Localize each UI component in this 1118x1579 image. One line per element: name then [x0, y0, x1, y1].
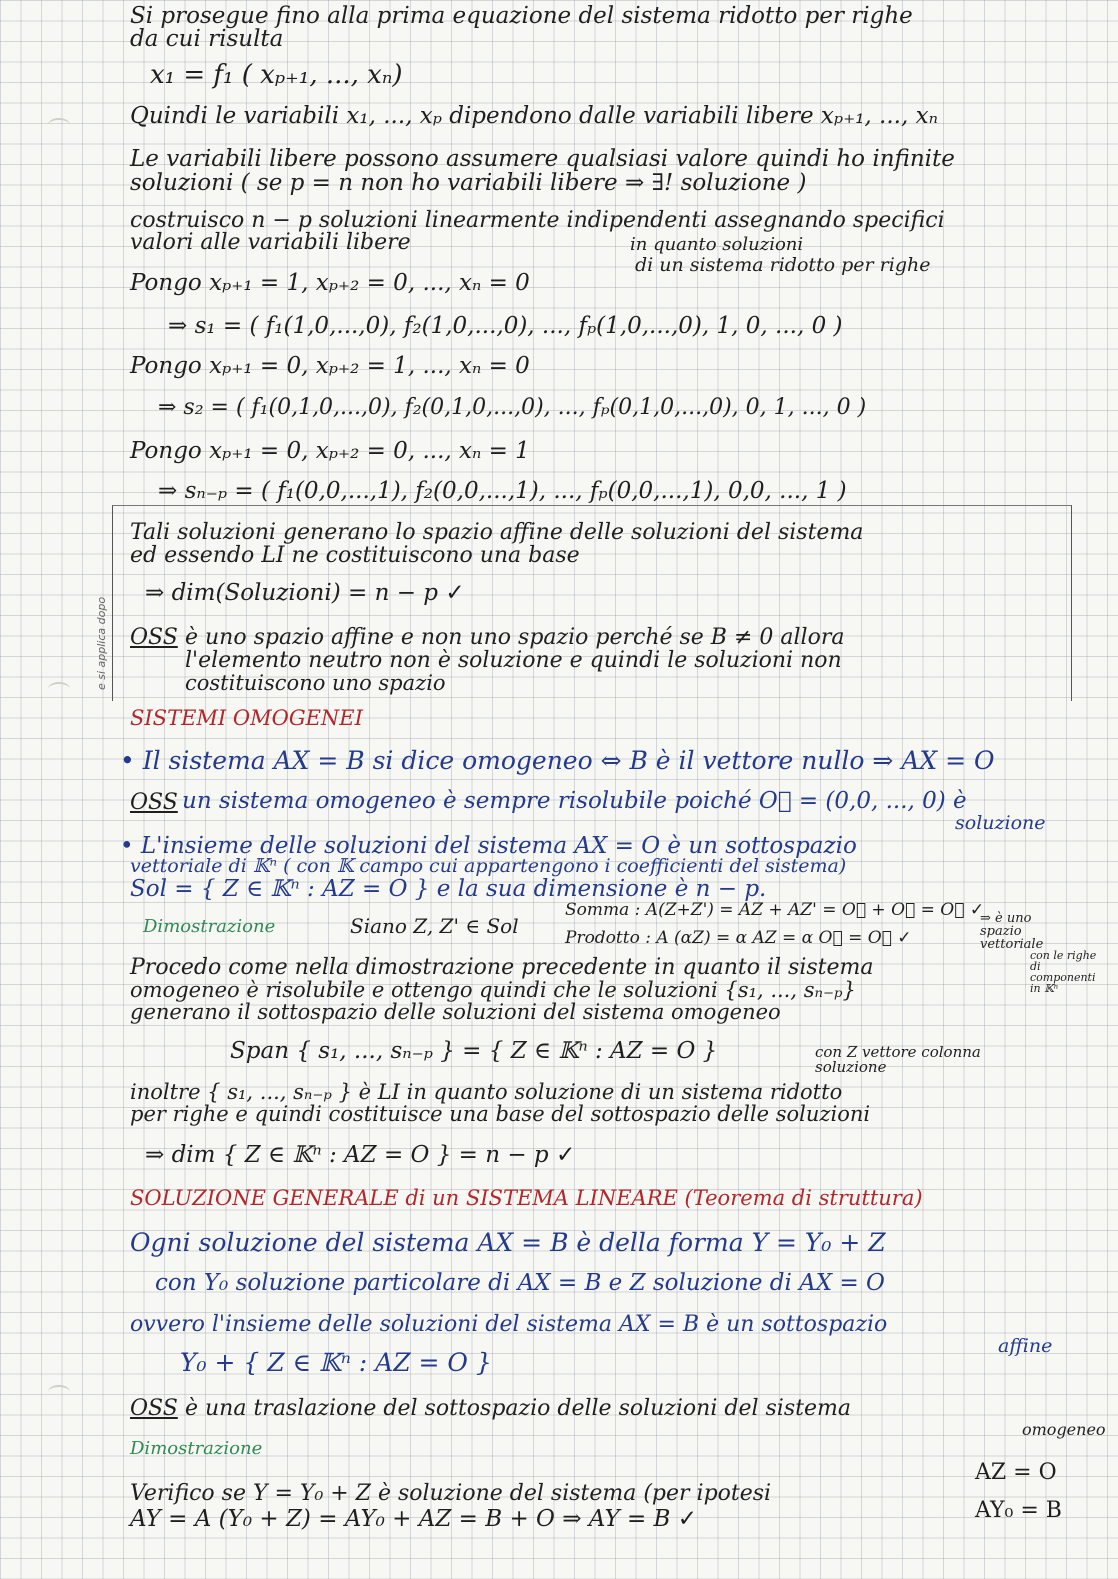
text-line: ed essendo LI ne costituiscono una base — [130, 543, 580, 568]
formula-line: ⇒ s₁ = ( f₁(1,0,...,0), f₂(1,0,...,0), ..., fₚ(1,0,...,0), 1, 0, ..., 0 ) — [168, 313, 843, 339]
formula-line: Somma : A(Z+Z') = AZ + AZ' = O⃗ + O⃗ = O⃗ ✓ — [565, 900, 985, 920]
text-line: Tali soluzioni generano lo spazio affine delle soluzioni del sistema — [130, 520, 864, 545]
annotation-line: con le righe di componenti in 𝕂ⁿ — [1030, 949, 1097, 995]
formula-line: ⇒ dim(Soluzioni) = n − p ✓ — [145, 580, 465, 606]
text-line: per righe e quindi costituisce una base del sottospazio delle soluzioni — [130, 1102, 871, 1126]
section-heading: SISTEMI OMOGENEI — [130, 706, 363, 730]
text-line: omogeneo è risolubile e ottengo quindi che le soluzioni {s₁, ..., sₙ₋ₚ} — [130, 978, 856, 1002]
formula-line: Prodotto : A (αZ) = α AZ = α O⃗ = O⃗ ✓ — [565, 928, 912, 948]
formula-line: ⇒ s₂ = ( f₁(0,1,0,...,0), f₂(0,1,0,...,0), ..., fₚ(0,1,0,...,0), 0, 1, ..., 0 ) — [158, 395, 867, 420]
text-line: ovvero l'insieme delle soluzioni del sistema AX = B è un sottospazio — [130, 1312, 888, 1337]
annotation-line: in quanto soluzioni — [630, 234, 804, 255]
side-margin-note: e si applica dopo — [95, 596, 108, 690]
annotation-line: di un sistema ridotto per righe — [635, 254, 931, 276]
formula-line: AY = A (Y₀ + Z) = AY₀ + AZ = B + O ⇒ AY = B ✓ — [130, 1506, 698, 1532]
text-line: vettoriale di 𝕂ⁿ ( con 𝕂 campo cui appartengono i coefficienti del sistema) — [130, 855, 847, 877]
text-line: un sistema omogeneo è sempre risolubile poiché O⃗ = (0,0, ..., 0) è — [182, 788, 967, 814]
annotation-line: omogeneo — [1022, 1420, 1106, 1439]
text-line: Pongo xₚ₊₁ = 1, xₚ₊₂ = 0, ..., xₙ = 0 — [130, 270, 530, 296]
text-line: costruisco n − p soluzioni linearmente indipendenti assegnando specifici — [130, 208, 945, 233]
text-line: Pongo xₚ₊₁ = 0, xₚ₊₂ = 0, ..., xₙ = 1 — [130, 438, 530, 464]
text-line: Sol = { Z ∈ 𝕂ⁿ : AZ = O } e la sua dimensione è n − p. — [130, 876, 767, 902]
annotation-line: ⇒ è uno spazio vettoriale — [980, 911, 1044, 952]
formula-line: AY₀ = B — [975, 1498, 1062, 1523]
text-line: generano il sottospazio delle soluzioni del sistema omogeneo — [130, 1000, 781, 1024]
text-line: Quindi le variabili x₁, ..., xₚ dipendono dalle variabili libere xₚ₊₁, ..., xₙ — [130, 103, 938, 129]
annotation-line: soluzione — [955, 812, 1046, 834]
text-line: l'elemento neutro non è soluzione e quindi le soluzioni non — [185, 648, 842, 673]
text-line: inoltre { s₁, ..., sₙ₋ₚ } è LI in quanto soluzione di un sistema ridotto — [130, 1080, 843, 1104]
oss-label: OSS — [130, 1396, 178, 1421]
text-line: • L'insieme delle soluzioni del sistema AX = O è un sottospazio — [120, 833, 857, 859]
formula-line: ⇒ sₙ₋ₚ = ( f₁(0,0,...,1), f₂(0,0,...,1), ..., fₚ(0,0,...,1), 0,0, ..., 1 ) — [158, 478, 847, 504]
proof-label: Dimostrazione — [143, 916, 276, 937]
formula-line: ⇒ dim { Z ∈ 𝕂ⁿ : AZ = O } = n − p ✓ — [145, 1142, 576, 1168]
text-line: soluzioni ( se p = n non ho variabili libere ⇒ ∃! soluzione ) — [130, 170, 807, 196]
text-line: Procedo come nella dimostrazione precedente in quanto il sistema — [130, 955, 874, 980]
text-line: da cui risulta — [130, 26, 284, 52]
text-line: Si prosegue fino alla prima equazione del sistema ridotto per righe — [130, 3, 913, 29]
section-heading: SOLUZIONE GENERALE di un SISTEMA LINEARE (Teorema di struttura) — [130, 1186, 923, 1210]
proof-label: Dimostrazione — [130, 1438, 263, 1459]
text-line: Le variabili libere possono assumere qualsiasi valore quindi ho infinite — [130, 146, 955, 172]
binder-hole — [48, 118, 70, 132]
text-line: valori alle variabili libere — [130, 230, 411, 255]
oss-label: OSS — [130, 625, 178, 650]
text-line: con Y₀ soluzione particolare di AX = B e Z soluzione di AX = O — [155, 1270, 885, 1296]
text-line: Verifico se Y = Y₀ + Z è soluzione del sistema (per ipotesi — [130, 1481, 772, 1506]
annotation-line: con Z vettore colonna soluzione — [815, 1043, 981, 1076]
binder-hole — [48, 1385, 70, 1399]
text-line: Siano Z, Z' ∈ Sol — [350, 914, 519, 938]
formula-line: Span { s₁, ..., sₙ₋ₚ } = { Z ∈ 𝕂ⁿ : AZ = O } — [230, 1038, 718, 1064]
formula-line: Y₀ + { Z ∈ 𝕂ⁿ : AZ = O } — [180, 1348, 492, 1377]
text-line: è uno spazio affine e non uno spazio perché se B ≠ 0 allora — [185, 625, 845, 650]
text-line: • Il sistema AX = B si dice omogeneo ⇔ B è il vettore nullo ⇒ AX = O — [120, 746, 995, 775]
text-line: costituiscono uno spazio — [185, 671, 446, 695]
formula-line: x₁ = f₁ ( xₚ₊₁, ..., xₙ) — [150, 60, 403, 90]
text-line: Pongo xₚ₊₁ = 0, xₚ₊₂ = 1, ..., xₙ = 0 — [130, 353, 530, 379]
formula-line: AZ = O — [975, 1460, 1057, 1485]
oss-label: OSS — [130, 790, 178, 815]
binder-hole — [48, 682, 70, 696]
text-line: è una traslazione del sottospazio delle soluzioni del sistema — [185, 1396, 851, 1421]
text-line: Ogni soluzione del sistema AX = B è della forma Y = Y₀ + Z — [130, 1228, 886, 1257]
annotation-line: affine — [998, 1335, 1053, 1357]
